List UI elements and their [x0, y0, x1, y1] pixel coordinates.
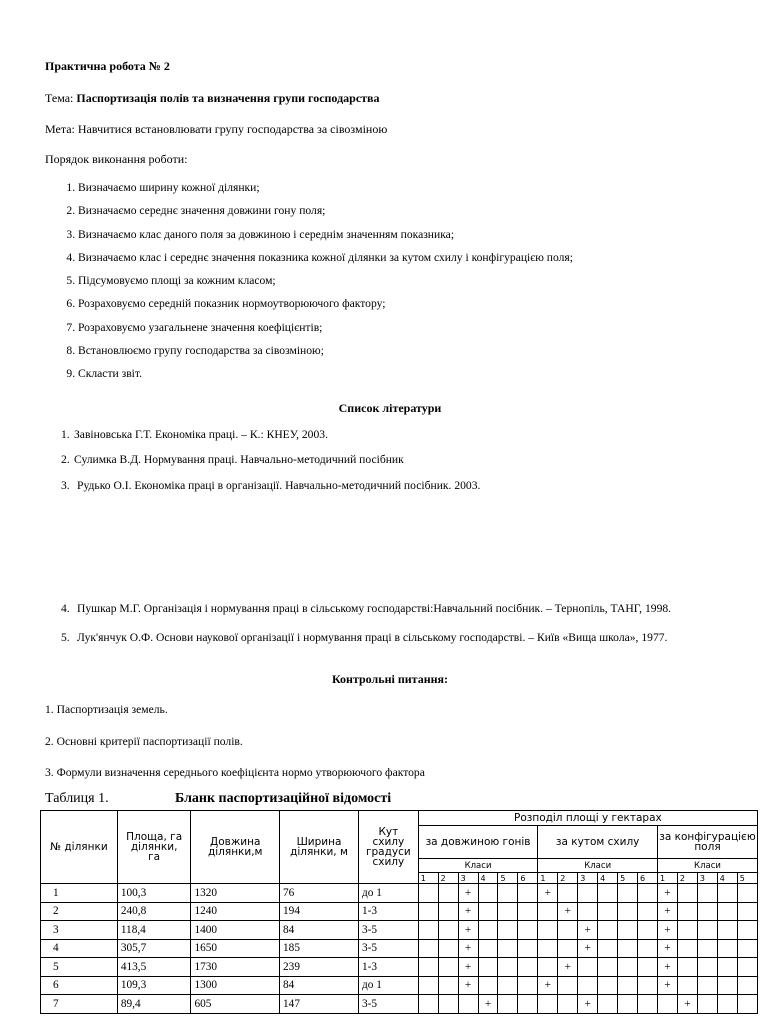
class-number: 5	[618, 873, 638, 884]
question-item: 1. Паспортизація земель.	[45, 703, 168, 716]
class-cell	[438, 884, 458, 903]
class-cell	[717, 921, 737, 940]
slope-cell: 1-3	[358, 902, 418, 921]
steps-list	[40, 176, 768, 386]
goal-label: Мета:	[45, 122, 75, 136]
class-cell	[558, 976, 578, 995]
class-cell	[438, 921, 458, 940]
class-cell	[438, 902, 458, 921]
class-mark: +	[458, 939, 478, 958]
class-cell	[478, 939, 498, 958]
table-label: Таблиця 1.	[45, 791, 109, 806]
class-cell	[677, 921, 697, 940]
class-cell	[578, 902, 598, 921]
goal-line	[45, 122, 387, 137]
length-cell: 1240	[191, 902, 280, 921]
step-item: 1. Визначаємо ширину кожної ділянки;	[78, 176, 768, 199]
class-cell	[737, 958, 757, 977]
class-cell	[737, 995, 757, 1014]
class-cell	[717, 976, 737, 995]
class-cell	[717, 939, 737, 958]
class-cell	[737, 976, 757, 995]
class-cell	[697, 902, 717, 921]
step-item: 3. Визначаємо клас даного поля за довжиною і середнім значенням показника;	[78, 223, 768, 246]
class-cell	[418, 976, 438, 995]
procedure-heading: Порядок виконання роботи:	[45, 152, 188, 166]
class-mark: +	[578, 921, 598, 940]
class-cell	[418, 939, 438, 958]
class-cell	[717, 884, 737, 903]
length-cell: 1300	[191, 976, 280, 995]
class-cell	[638, 884, 658, 903]
class-number: 2	[677, 873, 697, 884]
reference-item	[61, 428, 741, 441]
class-cell	[598, 976, 618, 995]
class-number: 6	[638, 873, 658, 884]
class-cell	[677, 902, 697, 921]
length-cell: 1320	[191, 884, 280, 903]
header-by-config: за конфігурацією поля	[657, 826, 757, 859]
references-heading: Список літератури	[338, 401, 442, 415]
class-cell	[717, 958, 737, 977]
reference-text: Пушкар М.Г. Організація і нормування праці в сільському господарстві:Навчальний посібник. – Тернопіль, ТАНГ, 1998.	[77, 602, 672, 615]
class-number: 1	[657, 873, 677, 884]
class-number: 3	[697, 873, 717, 884]
reference-text: Сулимка В.Д. Нормування праці. Навчально-методичний посібник	[74, 453, 404, 466]
reference-text: Завіновська Г.Т. Економіка праці. – К.: КНЕУ, 2003.	[74, 428, 328, 441]
table-row	[41, 921, 758, 940]
plot-no-cell: 6	[41, 976, 118, 995]
class-cell	[638, 921, 658, 940]
class-cell	[558, 884, 578, 903]
class-cell	[478, 921, 498, 940]
area-cell: 118,4	[117, 921, 191, 940]
class-cell	[498, 884, 518, 903]
question-item: 2. Основні критерії паспортизації полів.	[45, 735, 243, 748]
class-cell	[478, 902, 498, 921]
header-area: Площа, га ділянки, га	[117, 811, 191, 884]
step-item: 6. Розраховуємо середній показник нормоутворюючого фактору;	[78, 292, 768, 315]
area-cell: 89,4	[117, 995, 191, 1014]
class-cell	[598, 939, 618, 958]
header-classes: Класи	[657, 859, 757, 873]
class-cell	[518, 995, 538, 1014]
header-classes: Класи	[538, 859, 658, 873]
class-cell	[677, 939, 697, 958]
goal-text: Навчитися встановлювати групу господарства за сівозміною	[77, 122, 388, 136]
class-cell	[518, 921, 538, 940]
reference-item	[61, 631, 741, 644]
header-width: Ширина ділянки, м	[280, 811, 359, 884]
plot-no-cell: 7	[41, 995, 118, 1014]
class-mark: +	[657, 958, 677, 977]
class-cell	[498, 921, 518, 940]
class-cell	[418, 902, 438, 921]
width-cell: 76	[280, 884, 359, 903]
width-cell: 185	[280, 939, 359, 958]
reference-item	[61, 602, 741, 615]
class-cell	[438, 976, 458, 995]
reference-number: 5.	[61, 631, 70, 644]
class-cell	[418, 921, 438, 940]
length-cell: 605	[191, 995, 280, 1014]
questions-heading: Контрольні питання:	[331, 672, 449, 686]
class-cell	[538, 939, 558, 958]
class-cell	[618, 939, 638, 958]
class-mark: +	[478, 995, 498, 1014]
area-cell: 305,7	[117, 939, 191, 958]
class-number: 4	[598, 873, 618, 884]
class-number: 6	[518, 873, 538, 884]
class-cell	[598, 958, 618, 977]
class-mark: +	[657, 902, 677, 921]
class-cell	[638, 902, 658, 921]
class-cell	[737, 902, 757, 921]
class-cell	[598, 921, 618, 940]
class-cell	[638, 958, 658, 977]
class-cell	[578, 958, 598, 977]
class-number: 2	[438, 873, 458, 884]
class-mark: +	[458, 958, 478, 977]
class-cell	[618, 976, 638, 995]
table-title: Бланк паспортизаційної відомості	[175, 791, 392, 806]
class-cell	[518, 958, 538, 977]
table-row	[41, 884, 758, 903]
class-mark: +	[458, 921, 478, 940]
area-cell: 240,8	[117, 902, 191, 921]
width-cell: 84	[280, 921, 359, 940]
class-cell	[697, 958, 717, 977]
class-number: 5	[737, 873, 757, 884]
slope-cell: 1-3	[358, 958, 418, 977]
header-slope: Кут схилу градуси схилу	[358, 811, 418, 884]
step-item: 2. Визначаємо середнє значення довжини гону поля;	[78, 199, 768, 222]
header-length: Довжина ділянки,м	[191, 811, 280, 884]
class-cell	[618, 884, 638, 903]
class-cell	[598, 995, 618, 1014]
step-item: 8. Встановлюємо групу господарства за сівозміною;	[78, 339, 768, 362]
width-cell: 147	[280, 995, 359, 1014]
reference-item	[61, 453, 741, 466]
class-number: 2	[558, 873, 578, 884]
plot-no-cell: 2	[41, 902, 118, 921]
class-cell	[677, 884, 697, 903]
plot-no-cell: 1	[41, 884, 118, 903]
class-number: 4	[478, 873, 498, 884]
area-cell: 100,3	[117, 884, 191, 903]
reference-text: Лук'янчук О.Ф. Основи наукової організації і нормування праці в сільському господарстві. – Київ «Вища школа», 1977.	[77, 631, 668, 644]
width-cell: 239	[280, 958, 359, 977]
reference-number: 3.	[61, 479, 70, 492]
class-mark: +	[538, 976, 558, 995]
class-cell	[618, 995, 638, 1014]
class-cell	[458, 995, 478, 1014]
class-cell	[558, 921, 578, 940]
step-item: 4. Визначаємо клас і середнє значення показника кожної ділянки за кутом схилу і конфігурацією поля;	[78, 246, 768, 269]
class-mark: +	[578, 995, 598, 1014]
plot-no-cell: 3	[41, 921, 118, 940]
area-cell: 109,3	[117, 976, 191, 995]
class-cell	[638, 939, 658, 958]
reference-item	[61, 479, 741, 492]
reference-number: 4.	[61, 602, 70, 615]
class-cell	[717, 902, 737, 921]
class-cell	[618, 958, 638, 977]
class-mark: +	[657, 976, 677, 995]
class-cell	[598, 902, 618, 921]
reference-text: Рудько О.І. Економіка праці в організації. Навчально-методичний посібник. 2003.	[77, 479, 481, 492]
topic-label: Тема:	[45, 91, 74, 105]
class-cell	[558, 939, 578, 958]
class-cell	[438, 995, 458, 1014]
step-item: 7. Розраховуємо узагальнене значення коефіцієнтів;	[78, 316, 768, 339]
class-cell	[598, 884, 618, 903]
class-cell	[618, 902, 638, 921]
reference-number: 2.	[61, 453, 70, 466]
class-cell	[538, 902, 558, 921]
class-cell	[518, 884, 538, 903]
topic-text: Паспортизація полів та визначення групи господарства	[76, 91, 380, 105]
class-cell	[498, 958, 518, 977]
class-cell	[737, 884, 757, 903]
slope-cell: 3-5	[358, 939, 418, 958]
table-row	[41, 958, 758, 977]
class-cell	[478, 884, 498, 903]
class-mark: +	[558, 902, 578, 921]
topic-line	[45, 91, 380, 106]
class-cell	[538, 995, 558, 1014]
table-row	[41, 976, 758, 995]
area-cell: 413,5	[117, 958, 191, 977]
width-cell: 84	[280, 976, 359, 995]
header-classes: Класи	[418, 859, 538, 873]
class-cell	[697, 939, 717, 958]
class-cell	[618, 921, 638, 940]
class-cell	[737, 939, 757, 958]
class-cell	[697, 995, 717, 1014]
reference-number: 1.	[61, 428, 70, 441]
class-cell	[498, 995, 518, 1014]
class-number: 5	[498, 873, 518, 884]
class-cell	[538, 958, 558, 977]
plot-no-cell: 4	[41, 939, 118, 958]
class-number: 1	[418, 873, 438, 884]
class-cell	[578, 976, 598, 995]
header-distribution: Розподіл площі у гектарах	[418, 811, 757, 826]
class-number: 1	[538, 873, 558, 884]
table-row	[41, 995, 758, 1014]
class-mark: +	[458, 976, 478, 995]
table-row	[41, 939, 758, 958]
class-cell	[538, 921, 558, 940]
slope-cell: до 1	[358, 884, 418, 903]
class-cell	[717, 995, 737, 1014]
class-cell	[558, 995, 578, 1014]
length-cell: 1400	[191, 921, 280, 940]
step-item: 5. Підсумовуємо площі за кожним класом;	[78, 269, 768, 292]
class-cell	[677, 958, 697, 977]
class-cell	[498, 902, 518, 921]
class-cell	[697, 921, 717, 940]
slope-cell: 3-5	[358, 995, 418, 1014]
class-cell	[418, 995, 438, 1014]
class-number: 4	[717, 873, 737, 884]
class-cell	[677, 976, 697, 995]
length-cell: 1730	[191, 958, 280, 977]
class-cell	[518, 902, 538, 921]
class-cell	[638, 995, 658, 1014]
class-cell	[498, 976, 518, 995]
class-cell	[438, 958, 458, 977]
class-mark: +	[657, 921, 677, 940]
class-cell	[697, 976, 717, 995]
class-cell	[737, 921, 757, 940]
class-mark: +	[458, 884, 478, 903]
header-plot-no: № ділянки	[41, 811, 118, 884]
width-cell: 194	[280, 902, 359, 921]
header-by-length: за довжиною гонів	[418, 826, 538, 859]
work-title: Практична робота № 2	[45, 59, 170, 73]
class-cell	[478, 958, 498, 977]
class-number: 3	[578, 873, 598, 884]
class-mark: +	[578, 939, 598, 958]
class-number: 3	[458, 873, 478, 884]
class-cell	[518, 976, 538, 995]
step-item: 9. Скласти звіт.	[78, 362, 768, 385]
class-mark: +	[677, 995, 697, 1014]
question-item: 3. Формули визначення середнього коефіцієнта нормо утворюючого фактора	[45, 766, 425, 779]
class-mark: +	[458, 902, 478, 921]
passport-table	[40, 810, 758, 1014]
table-row	[41, 902, 758, 921]
plot-no-cell: 5	[41, 958, 118, 977]
class-mark: +	[657, 939, 677, 958]
class-cell	[498, 939, 518, 958]
class-cell	[418, 884, 438, 903]
class-cell	[697, 884, 717, 903]
class-cell	[438, 939, 458, 958]
slope-cell: 3-5	[358, 921, 418, 940]
class-cell	[478, 976, 498, 995]
slope-cell: до 1	[358, 976, 418, 995]
class-cell	[657, 995, 677, 1014]
class-cell	[578, 884, 598, 903]
class-cell	[518, 939, 538, 958]
header-by-slope: за кутом схилу	[538, 826, 658, 859]
class-mark: +	[558, 958, 578, 977]
class-mark: +	[657, 884, 677, 903]
class-cell	[638, 976, 658, 995]
class-mark: +	[538, 884, 558, 903]
class-cell	[418, 958, 438, 977]
length-cell: 1650	[191, 939, 280, 958]
